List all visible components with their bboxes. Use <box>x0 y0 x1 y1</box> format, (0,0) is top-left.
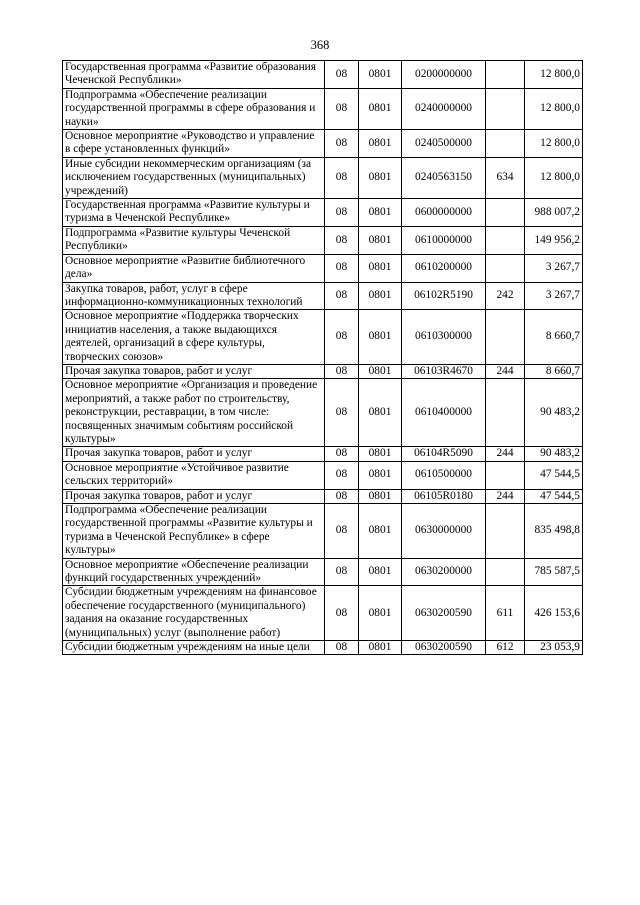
row-name: Основное мероприятие «Устойчивое развитие сельских территорий» <box>63 461 325 489</box>
row-amount: 835 498,8 <box>525 504 583 559</box>
row-amount: 8 660,7 <box>525 310 583 365</box>
row-vr <box>486 130 525 158</box>
row-vr: 244 <box>486 364 525 378</box>
row-amount: 149 956,2 <box>525 226 583 254</box>
row-amount: 988 007,2 <box>525 199 583 227</box>
row-razdel: 08 <box>325 130 359 158</box>
row-vr: 634 <box>486 157 525 198</box>
row-name: Основное мероприятие «Развитие библиотечного дела» <box>63 254 325 282</box>
row-podrazdel: 0801 <box>359 199 402 227</box>
row-vr: 611 <box>486 586 525 641</box>
row-vr: 244 <box>486 489 525 503</box>
table-row <box>63 641 583 655</box>
table-row <box>63 489 583 503</box>
page-number: 368 <box>310 38 330 52</box>
row-razdel: 08 <box>325 199 359 227</box>
row-amount: 12 800,0 <box>525 157 583 198</box>
row-razdel: 08 <box>325 379 359 447</box>
row-csr: 06103R4670 <box>402 364 486 378</box>
row-amount: 12 800,0 <box>525 61 583 89</box>
row-csr: 0200000000 <box>402 61 486 89</box>
row-amount: 426 153,6 <box>525 586 583 641</box>
row-podrazdel: 0801 <box>359 641 402 655</box>
row-razdel: 08 <box>325 489 359 503</box>
row-amount: 3 267,7 <box>525 282 583 310</box>
row-vr <box>486 504 525 559</box>
row-podrazdel: 0801 <box>359 379 402 447</box>
row-amount: 12 800,0 <box>525 88 583 129</box>
row-amount: 3 267,7 <box>525 254 583 282</box>
row-vr <box>486 254 525 282</box>
table-row <box>63 254 583 282</box>
row-csr: 0600000000 <box>402 199 486 227</box>
row-name: Основное мероприятие «Руководство и управление в сфере установленных функций» <box>63 130 325 158</box>
row-amount: 8 660,7 <box>525 364 583 378</box>
row-csr: 0610300000 <box>402 310 486 365</box>
row-name: Прочая закупка товаров, работ и услуг <box>63 364 325 378</box>
row-podrazdel: 0801 <box>359 586 402 641</box>
row-razdel: 08 <box>325 310 359 365</box>
table-row <box>63 282 583 310</box>
row-name: Государственная программа «Развитие культуры и туризма в Чеченской Республике» <box>63 199 325 227</box>
table-row <box>63 88 583 129</box>
row-podrazdel: 0801 <box>359 282 402 310</box>
row-vr <box>486 558 525 586</box>
row-csr: 0630000000 <box>402 504 486 559</box>
row-podrazdel: 0801 <box>359 489 402 503</box>
row-razdel: 08 <box>325 447 359 461</box>
row-name: Государственная программа «Развитие образования Чеченской Республики» <box>63 61 325 89</box>
row-razdel: 08 <box>325 226 359 254</box>
row-razdel: 08 <box>325 61 359 89</box>
row-razdel: 08 <box>325 461 359 489</box>
row-podrazdel: 0801 <box>359 461 402 489</box>
table-row <box>63 226 583 254</box>
table-row <box>63 130 583 158</box>
row-csr: 0610200000 <box>402 254 486 282</box>
row-razdel: 08 <box>325 88 359 129</box>
table-row <box>63 461 583 489</box>
row-csr: 0630200590 <box>402 586 486 641</box>
table-row <box>63 157 583 198</box>
row-podrazdel: 0801 <box>359 558 402 586</box>
row-razdel: 08 <box>325 282 359 310</box>
table-row <box>63 310 583 365</box>
row-amount: 785 587,5 <box>525 558 583 586</box>
row-podrazdel: 0801 <box>359 61 402 89</box>
row-podrazdel: 0801 <box>359 447 402 461</box>
table-row <box>63 379 583 447</box>
row-podrazdel: 0801 <box>359 88 402 129</box>
row-name: Закупка товаров, работ, услуг в сфере информационно-коммуникационных технологий <box>63 282 325 310</box>
row-vr <box>486 199 525 227</box>
row-amount: 12 800,0 <box>525 130 583 158</box>
row-vr: 244 <box>486 447 525 461</box>
row-csr: 0610000000 <box>402 226 486 254</box>
row-vr <box>486 461 525 489</box>
row-name: Субсидии бюджетным учреждениям на иные цели <box>63 641 325 655</box>
row-razdel: 08 <box>325 254 359 282</box>
row-vr: 612 <box>486 641 525 655</box>
row-podrazdel: 0801 <box>359 364 402 378</box>
row-razdel: 08 <box>325 558 359 586</box>
row-razdel: 08 <box>325 157 359 198</box>
row-name: Прочая закупка товаров, работ и услуг <box>63 489 325 503</box>
table-row <box>63 558 583 586</box>
row-name: Подпрограмма «Развитие культуры Чеченской Республики» <box>63 226 325 254</box>
row-podrazdel: 0801 <box>359 226 402 254</box>
row-amount: 23 053,9 <box>525 641 583 655</box>
row-amount: 47 544,5 <box>525 489 583 503</box>
row-vr <box>486 61 525 89</box>
row-csr: 0240000000 <box>402 88 486 129</box>
row-vr: 242 <box>486 282 525 310</box>
row-vr <box>486 88 525 129</box>
row-razdel: 08 <box>325 586 359 641</box>
row-name: Прочая закупка товаров, работ и услуг <box>63 447 325 461</box>
row-razdel: 08 <box>325 364 359 378</box>
table-row <box>63 504 583 559</box>
row-csr: 0610400000 <box>402 379 486 447</box>
row-name: Субсидии бюджетным учреждениям на финансовое обеспечение государственного (муниципального) задания на оказание государственных (муниципальных) услуг (выполнение работ) <box>63 586 325 641</box>
row-podrazdel: 0801 <box>359 130 402 158</box>
row-csr: 0610500000 <box>402 461 486 489</box>
table-row <box>63 61 583 89</box>
row-amount: 47 544,5 <box>525 461 583 489</box>
table-row <box>63 364 583 378</box>
row-vr <box>486 379 525 447</box>
row-vr <box>486 226 525 254</box>
row-csr: 0630200000 <box>402 558 486 586</box>
table-row <box>63 447 583 461</box>
row-podrazdel: 0801 <box>359 310 402 365</box>
row-name: Подпрограмма «Обеспечение реализации государственной программы в сфере образования и науки» <box>63 88 325 129</box>
budget-table <box>62 60 583 655</box>
table-row <box>63 199 583 227</box>
row-podrazdel: 0801 <box>359 254 402 282</box>
row-vr <box>486 310 525 365</box>
row-csr: 0240500000 <box>402 130 486 158</box>
row-name: Основное мероприятие «Поддержка творческих инициатив населения, а также выдающихся деятелей, организаций в сфере культуры, творческих союзов» <box>63 310 325 365</box>
row-razdel: 08 <box>325 641 359 655</box>
row-podrazdel: 0801 <box>359 157 402 198</box>
row-podrazdel: 0801 <box>359 504 402 559</box>
row-razdel: 08 <box>325 504 359 559</box>
row-csr: 06105R0180 <box>402 489 486 503</box>
row-name: Основное мероприятие «Обеспечение реализации функций государственных учреждений» <box>63 558 325 586</box>
row-name: Иные субсидии некоммерческим организациям (за исключением государственных (муниципальных) учреждений) <box>63 157 325 198</box>
row-csr: 06104R5090 <box>402 447 486 461</box>
row-csr: 0240563150 <box>402 157 486 198</box>
row-csr: 0630200590 <box>402 641 486 655</box>
row-amount: 90 483,2 <box>525 379 583 447</box>
row-name: Подпрограмма «Обеспечение реализации государственной программы «Развитие культуры и туризма в Чеченской Республике» в сфере культуры» <box>63 504 325 559</box>
row-csr: 06102R5190 <box>402 282 486 310</box>
row-amount: 90 483,2 <box>525 447 583 461</box>
table-row <box>63 586 583 641</box>
row-name: Основное мероприятие «Организация и проведение мероприятий, а также работ по строительству, реконструкции, реставрации, в том числе: посвященных значимым событиям российской культуры» <box>63 379 325 447</box>
